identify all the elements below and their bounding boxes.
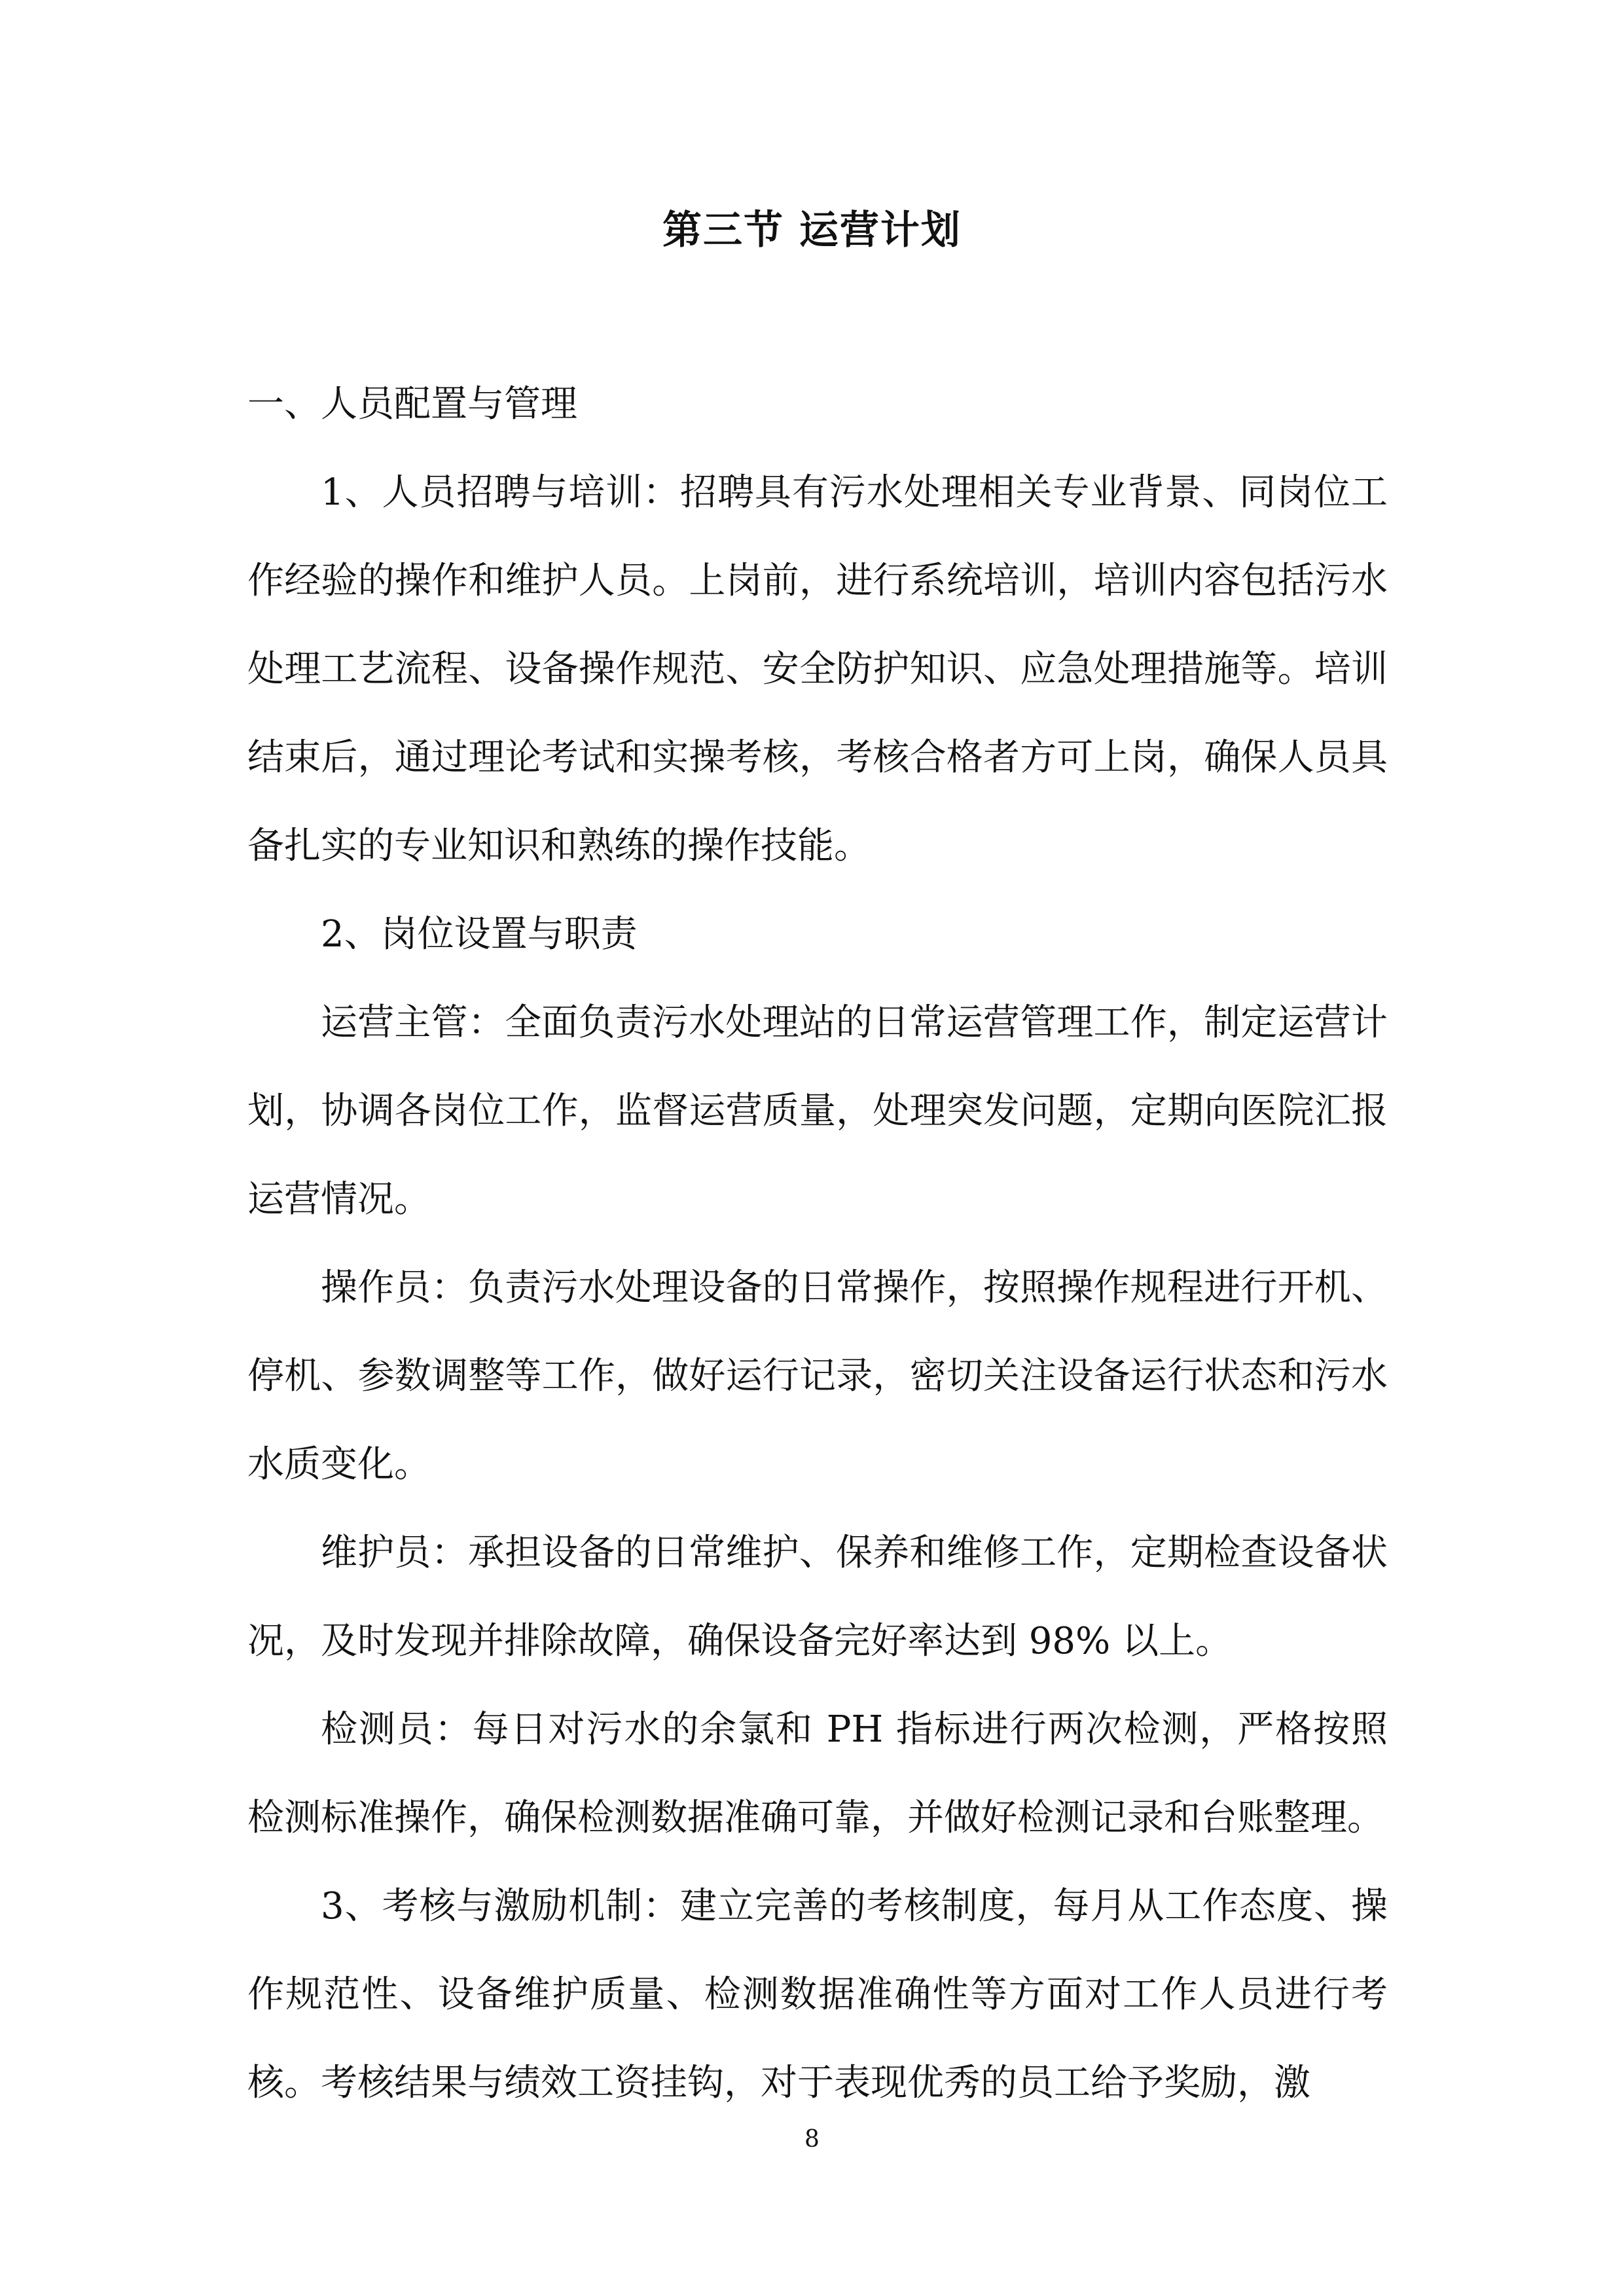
- paragraph-operations-supervisor: 运营主管：全面负责污水处理站的日常运营管理工作，制定运营计划，协调各岗位工作，监督运营质量，处理突发问题，定期向医院汇报运营情况。: [247, 1001, 1388, 1221]
- section-heading: 一、人员配置与管理: [247, 383, 577, 425]
- paragraph-operator: 操作员：负责污水处理设备的日常操作，按照操作规程进行开机、停机、参数调整等工作，做好运行记录，密切关注设备运行状态和污水水质变化。: [247, 1266, 1388, 1486]
- page-number: 8: [804, 2126, 820, 2153]
- document-body: [247, 360, 1388, 2127]
- paragraph-maintenance: 维护员：承担设备的日常维护、保养和维修工作，定期检查设备状况，及时发现并排除故障，确保设备完好率达到 98% 以上。: [247, 1532, 1388, 1662]
- paragraph-recruitment-training: 1、人员招聘与培训：招聘具有污水处理相关专业背景、同岗位工作经验的操作和维护人员。上岗前，进行系统培训，培训内容包括污水处理工艺流程、设备操作规范、安全防护知识、应急处理措施等。培训结束后，通过理论考试和实操考核，考核合格者方可上岗，确保人员具备扎实的专业知识和熟练的操作技能。: [247, 471, 1388, 867]
- paragraph-assessment-incentive: 3、考核与激励机制：建立完善的考核制度，每月从工作态度、操作规范性、设备维护质量、检测数据准确性等方面对工作人员进行考核。考核结果与绩效工资挂钩，对于表现优秀的员工给予奖励，激: [247, 1885, 1388, 2104]
- paragraph-positions-heading: 2、岗位设置与职责: [321, 913, 638, 956]
- paragraph-inspector: 检测员：每日对污水的余氯和 PH 指标进行两次检测，严格按照检测标准操作，确保检测数据准确可靠，并做好检测记录和台账整理。: [247, 1708, 1388, 1839]
- page-title: 第三节 运营计划: [662, 207, 962, 253]
